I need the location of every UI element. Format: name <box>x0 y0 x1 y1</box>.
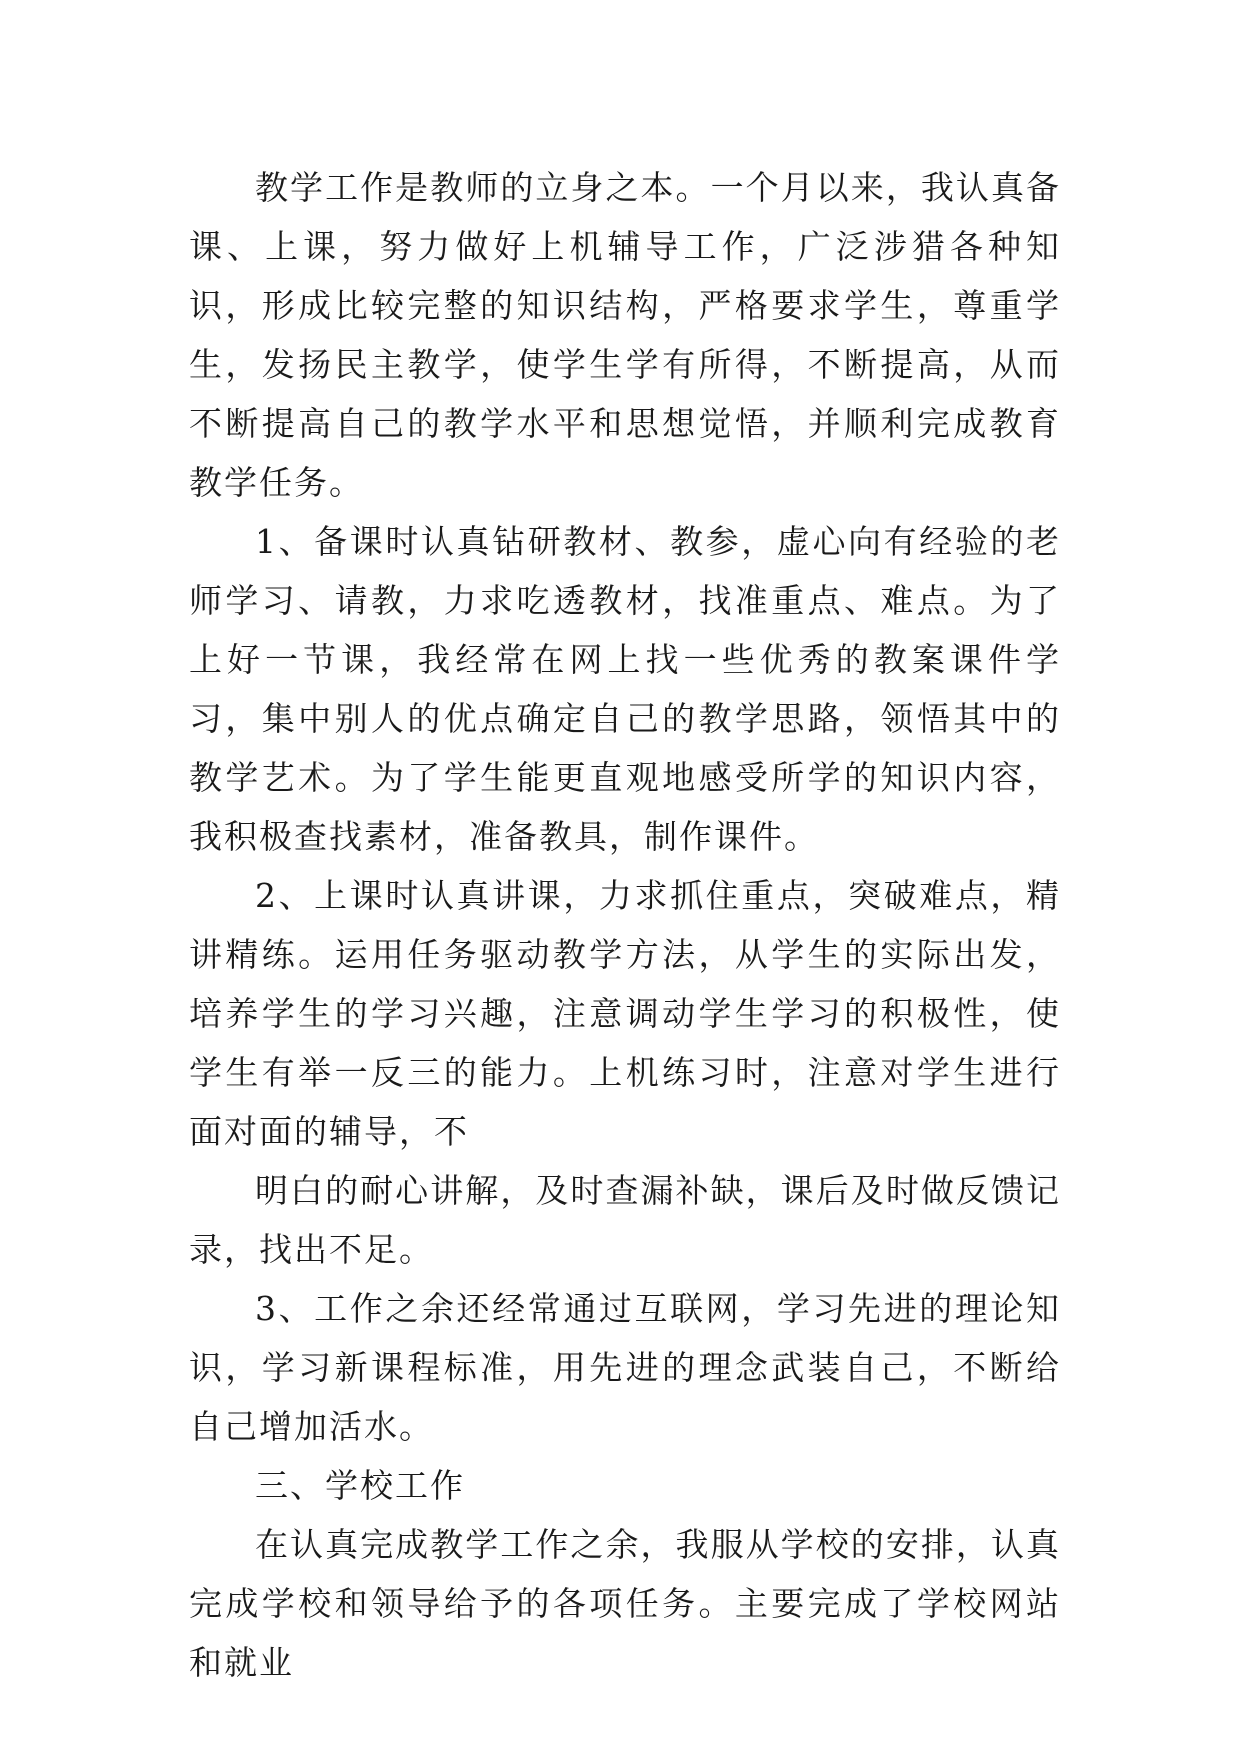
document-body <box>189 158 1061 1692</box>
paragraph-school-work: 在认真完成教学工作之余，我服从学校的安排，认真完成学校和领导给予的各项任务。主要完成了学校网站和就业 <box>189 1525 1061 1682</box>
paragraph-teaching-overview: 教学工作是教师的立身之本。一个月以来，我认真备课、上课，努力做好上机辅导工作，广泛涉猎各种知识，形成比较完整的知识结构，严格要求学生，尊重学生，发扬民主教学，使学生学有所得，不断提高，从而不断提高自己的教学水平和思想觉悟，并顺利完成教育教学任务。 <box>189 168 1061 502</box>
paragraph-point-1-lesson-prep: 1、备课时认真钻研教材、教参，虚心向有经验的老师学习、请教，力求吃透教材，找准重点、难点。为了上好一节课，我经常在网上找一些优秀的教案课件学习，集中别人的优点确定自己的教学思路，领悟其中的教学艺术。为了学生能更直观地感受所学的知识内容，我积极查找素材，准备教具，制作课件。 <box>189 522 1061 856</box>
section-heading-school-work: 三、学校工作 <box>255 1466 465 1505</box>
paragraph-point-2-continued: 明白的耐心讲解，及时查漏补缺，课后及时做反馈记录，找出不足。 <box>189 1171 1061 1269</box>
paragraph-point-3-self-study: 3、工作之余还经常通过互联网，学习先进的理论知识，学习新课程标准，用先进的理念武装自己，不断给自己增加活水。 <box>189 1289 1061 1446</box>
paragraph-point-2-teaching: 2、上课时认真讲课，力求抓住重点，突破难点，精讲精练。运用任务驱动教学方法，从学生的实际出发，培养学生的学习兴趣，注意调动学生学习的积极性，使学生有举一反三的能力。上机练习时，注意对学生进行面对面的辅导，不 <box>189 876 1061 1151</box>
